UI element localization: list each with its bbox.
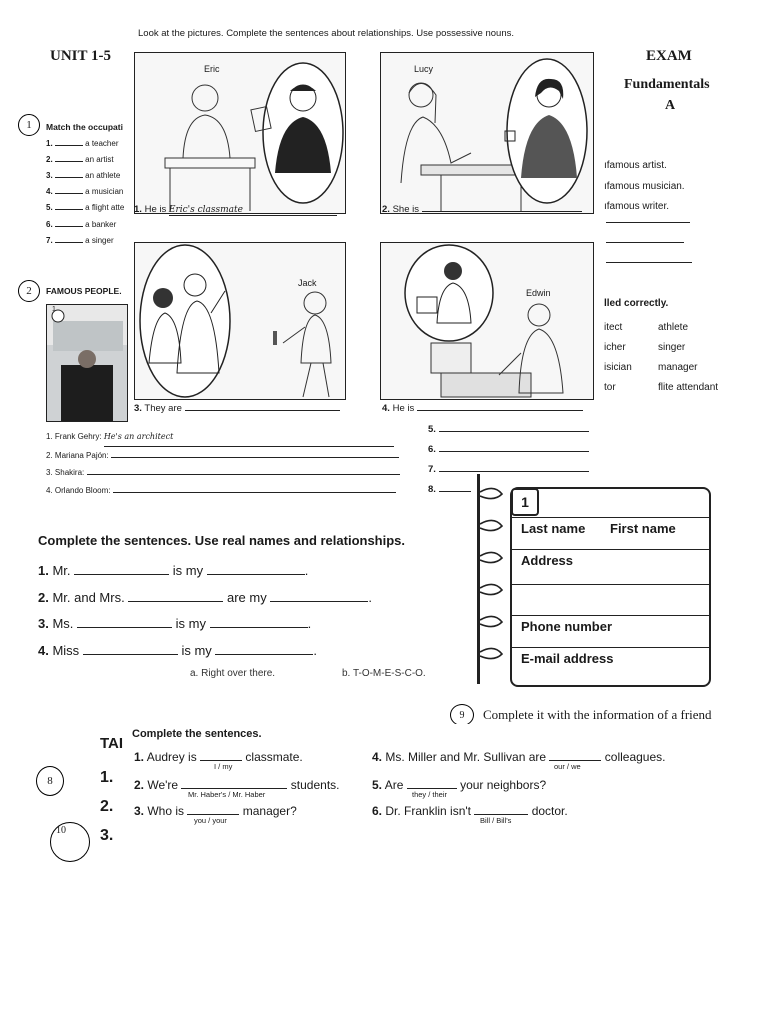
answer-field[interactable] [200, 760, 242, 761]
spelling-col1 [604, 318, 632, 398]
list-item: 1. a teacher [46, 139, 119, 148]
list-item: manager [658, 362, 698, 373]
list-item: isician [604, 362, 632, 373]
list-item: tor [604, 382, 616, 393]
spelling-heading: lled correctly. [604, 298, 669, 309]
options-3: you / your [194, 816, 227, 825]
answer-field[interactable]: He's an architect [104, 428, 394, 447]
cut-answer-b: b. T-O-M-E-S-C-O. [342, 668, 426, 679]
list-item: 5. [428, 420, 589, 440]
picture-lucy [380, 52, 594, 214]
section-number-1: 1 [18, 114, 40, 136]
answer-field[interactable] [474, 814, 528, 815]
list-item: 3. Ms. is my . [38, 616, 312, 631]
section-number-9: 9 [450, 704, 474, 726]
list-item: 3. an athlete [46, 171, 121, 180]
address-label: Address [521, 553, 574, 568]
list-item: 6. [428, 440, 589, 460]
list-item: 6. a banker [46, 220, 117, 229]
list-item: ıfamous artist. [604, 160, 667, 171]
list-item: 1. [100, 769, 114, 786]
photo-number: 1 [52, 306, 56, 313]
famous-people-heading: FAMOUS PEOPLE. [46, 286, 122, 296]
list-item: ıfamous writer. [604, 201, 670, 212]
relationships-instruction: Look at the pictures. Complete the sentences about relationships. Use possessive nouns. [138, 28, 514, 39]
answer-field[interactable]: Eric's classmate [169, 205, 337, 216]
section-number-2: 2 [18, 280, 40, 302]
real-names-heading: Complete the sentences. Use real names and relationships. [38, 533, 406, 548]
name-field[interactable] [77, 627, 172, 628]
possessive-item-2: 2. We're students. [134, 778, 340, 792]
list-item: 1. Frank Gehry: He's an architect [46, 428, 400, 447]
section-number-8: 8 [36, 766, 64, 796]
name-field[interactable] [74, 574, 169, 575]
answer-field[interactable] [422, 211, 582, 212]
talk-numbers [100, 763, 113, 850]
notebook-number: 1 [511, 488, 539, 516]
possessive-item-3: 3. Who is manager? [134, 804, 297, 818]
list-item: 2. an artist [46, 155, 114, 164]
answer-field[interactable] [113, 492, 396, 493]
picture-label-eric: Eric [204, 64, 220, 74]
options-2: Mr. Haber's / Mr. Haber [188, 790, 266, 799]
possessives-panel [126, 724, 678, 842]
list-item: ıfamous musician. [604, 180, 685, 192]
relationship-field[interactable] [270, 601, 368, 602]
relationship-item-2: 2. She is [382, 204, 582, 215]
list-item: 7. [428, 460, 589, 480]
possessive-item-1: 1. Audrey is classmate. [134, 750, 303, 764]
list-item: 3. [100, 827, 114, 844]
answer-field[interactable] [549, 760, 601, 761]
talk-heading-partial: TAI [100, 735, 124, 752]
answer-field[interactable] [181, 788, 287, 789]
list-item: 3. Shakira: [46, 464, 400, 482]
answer-field[interactable] [87, 474, 400, 475]
list-item: 4. a musician [46, 187, 124, 196]
occupations-right-list [604, 156, 685, 218]
famous-people-list [46, 428, 400, 499]
unit-title: UNIT 1-5 [50, 48, 111, 64]
answer-field[interactable] [417, 410, 583, 411]
first-name-label: First name [610, 521, 676, 536]
friend-instruction: Complete it with the information of a friend [483, 707, 712, 722]
options-6: Bill / Bill's [480, 816, 512, 825]
list-item: itect [604, 322, 623, 333]
possessive-item-5: 5. Are your neighbors? [372, 778, 547, 792]
list-item: 2. [100, 798, 114, 815]
picture-label-edwin: Edwin [526, 288, 551, 298]
answer-field[interactable] [185, 410, 340, 411]
level-line1: Fundamentals [624, 77, 710, 92]
list-item: 4. Orlando Bloom: [46, 482, 400, 500]
answer-field[interactable] [111, 457, 399, 458]
list-item: 2. Mr. and Mrs. are my . [38, 589, 372, 605]
relationship-item-4: 4. He is [382, 403, 583, 414]
list-item: athlete [658, 322, 689, 333]
famous-photo [46, 304, 128, 422]
section-number-10: 10 [50, 822, 90, 862]
picture-label-jack: Jack [298, 278, 317, 288]
list-item: flite attendant [658, 382, 719, 393]
answer-field[interactable] [407, 788, 457, 789]
options-5: they / their [412, 790, 448, 799]
picture-label-lucy: Lucy [414, 64, 434, 74]
relationship-item-1: 1. He is Eric's classmate [134, 204, 337, 216]
notebook-card [510, 487, 711, 687]
name-field[interactable] [83, 654, 178, 655]
relationship-field[interactable] [210, 627, 308, 628]
spelling-col2 [658, 318, 718, 398]
picture-eric [134, 52, 346, 214]
cut-answer-a: a. Right over there. [190, 668, 276, 679]
picture-jack [134, 242, 346, 400]
real-names-list [38, 558, 372, 664]
possessive-item-6: 6. Dr. Franklin isn't doctor. [372, 804, 568, 818]
picture-edwin [380, 242, 594, 400]
answer-field[interactable] [187, 814, 239, 815]
list-item: 5. a flight atte [46, 203, 125, 212]
last-name-label: Last name [521, 521, 586, 536]
list-item: 2. Mariana Pajón: [46, 447, 400, 465]
options-1: I / my [214, 762, 233, 771]
list-item: icher [604, 342, 626, 353]
phone-label: Phone number [521, 619, 613, 634]
list-item: 4. Miss is my . [38, 642, 318, 658]
level-line2: A [665, 98, 676, 113]
list-item: 1. Mr. is my . [38, 563, 309, 578]
email-label: E-mail address [521, 651, 614, 666]
exam-title: EXAM [646, 48, 692, 64]
list-item: 7. a singer [46, 236, 114, 245]
possessives-heading: Complete the sentences. [132, 728, 262, 740]
possessive-item-4: 4. Ms. Miller and Mr. Sullivan are colleagues. [372, 750, 666, 764]
relationship-item-3: 3. They are [134, 403, 340, 414]
relationships-panel [130, 22, 602, 420]
occupations-heading: Match the occupati [46, 122, 123, 132]
relationship-field[interactable] [207, 574, 305, 575]
list-item: 8. [428, 480, 589, 500]
name-field[interactable] [128, 601, 223, 602]
list-item: singer [658, 342, 686, 353]
options-4: our / we [554, 762, 581, 771]
relationship-field[interactable] [215, 654, 313, 655]
